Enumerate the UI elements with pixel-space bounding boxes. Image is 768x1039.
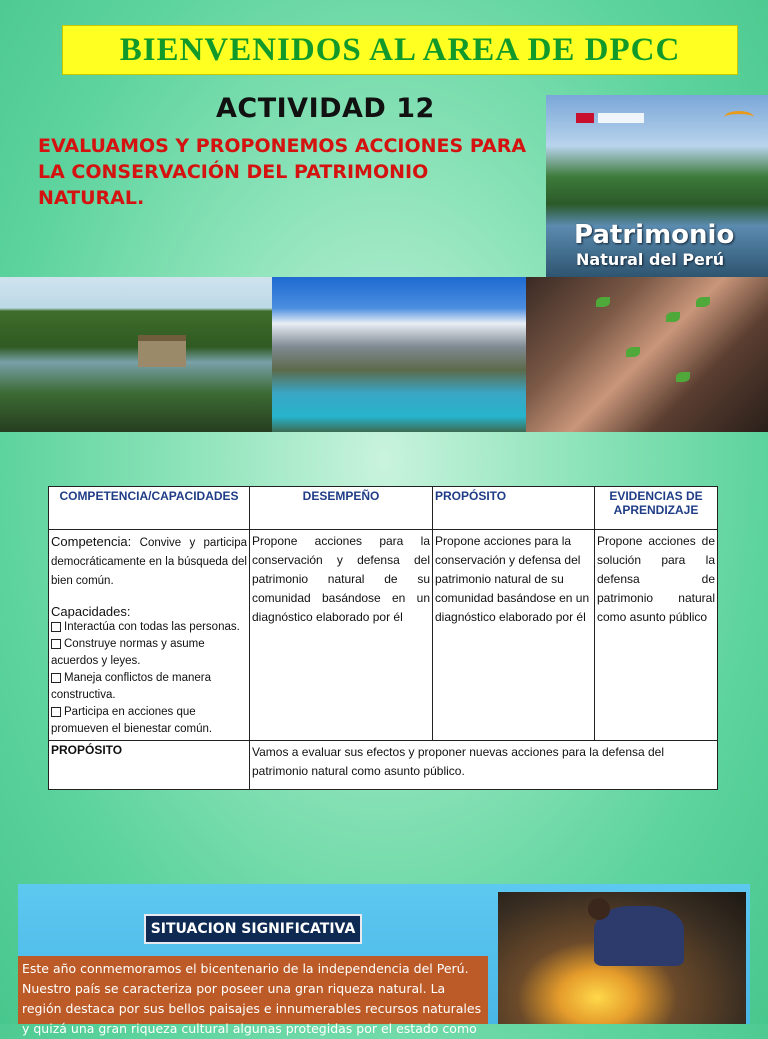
seedling-icon — [696, 297, 710, 307]
capacidad-item: Participa en acciones que promueven el bienestar común. — [51, 706, 213, 735]
capacidad-item: Interactúa con todas las personas. — [51, 619, 247, 636]
patrimonio-poster-image — [546, 95, 768, 277]
checkbox-bullet-icon — [51, 673, 61, 683]
competencia-text: Convive y participa democráticamente en la búsqueda del bien común. — [51, 537, 247, 587]
seedling-icon — [676, 372, 690, 382]
government-logo-icon — [576, 113, 594, 123]
seedling-icon — [666, 312, 680, 322]
header-proposito: PROPÓSITO — [433, 487, 595, 530]
desempeno-cell: Propone acciones para la conservación y defensa del patrimonio natural de su comunidad basándose en un diagnóstico elaborado por él — [250, 530, 433, 741]
seedling-icon — [596, 297, 610, 307]
evidencias-cell: Propone acciones de solución para la defensa de patrimonio natural como asunto público — [595, 530, 718, 741]
poster-subtitle: Natural del Perú — [576, 250, 725, 269]
table-header-row — [49, 487, 718, 530]
header-competencia: COMPETENCIA/CAPACIDADES — [49, 487, 250, 530]
poster-title: Patrimonio — [574, 220, 735, 250]
situacion-text: Este año conmemoramos el bicentenario de la independencia del Perú. Nuestro país se caracteriza por poseer una gran riqueza natural. La región destaca por sus bellos paisajes e innumerables recursos naturales y quizá una gran riqueza cultural algunas protegidas por el estado como — [18, 956, 488, 1024]
proposito-row-text: Vamos a evaluar sus efectos y proponer nuevas acciones para la defensa del patrimonio natural como asunto público. — [250, 741, 718, 790]
competencia-label: Competencia: — [51, 534, 132, 549]
checkbox-bullet-icon — [51, 639, 61, 649]
seedling-icon — [626, 347, 640, 357]
welcome-banner — [62, 25, 738, 75]
riverside-house-shape — [138, 335, 186, 367]
situacion-significativa-section — [18, 884, 750, 1036]
activity-title: ACTIVIDAD 12 — [216, 93, 435, 124]
andean-lagoon-photo — [272, 277, 526, 432]
proposito-row-label: PROPÓSITO — [49, 741, 250, 790]
activity-subtitle: EVALUAMOS Y PROPONEMOS ACCIONES PARA LA CONSERVACIÓN DEL PATRIMONIO NATURAL. — [38, 135, 527, 209]
table-row — [49, 530, 718, 741]
ministry-logo-icon — [598, 113, 644, 123]
sernanp-logo-icon — [724, 111, 754, 124]
hands-holding-seedlings-photo — [526, 277, 768, 432]
situacion-label: SITUACION SIGNIFICATIVA — [144, 914, 362, 944]
checkbox-bullet-icon — [51, 622, 61, 632]
capacidad-item: Construye normas y asume acuerdos y leyes. — [51, 638, 205, 667]
forest-fire-photo — [498, 892, 746, 1024]
banner-title: BIENVENIDOS AL AREA DE DPCC — [119, 31, 681, 68]
table-row — [49, 741, 718, 790]
person-head-shape — [588, 898, 610, 920]
competency-table — [48, 486, 718, 790]
proposito-cell: Propone acciones para la conservación y defensa del patrimonio natural de su comunidad basándose en un diagnóstico elaborado por él — [433, 530, 595, 741]
capacidades-label: Capacidades: — [51, 604, 131, 619]
header-desempeno: DESEMPEÑO — [250, 487, 433, 530]
header-evidencias: EVIDENCIAS DE APRENDIZAJE — [595, 487, 718, 530]
capacidad-item: Maneja conflictos de manera constructiva. — [51, 672, 212, 701]
checkbox-bullet-icon — [51, 707, 61, 717]
competencia-cell — [49, 530, 250, 741]
amazon-river-photo — [0, 277, 272, 432]
